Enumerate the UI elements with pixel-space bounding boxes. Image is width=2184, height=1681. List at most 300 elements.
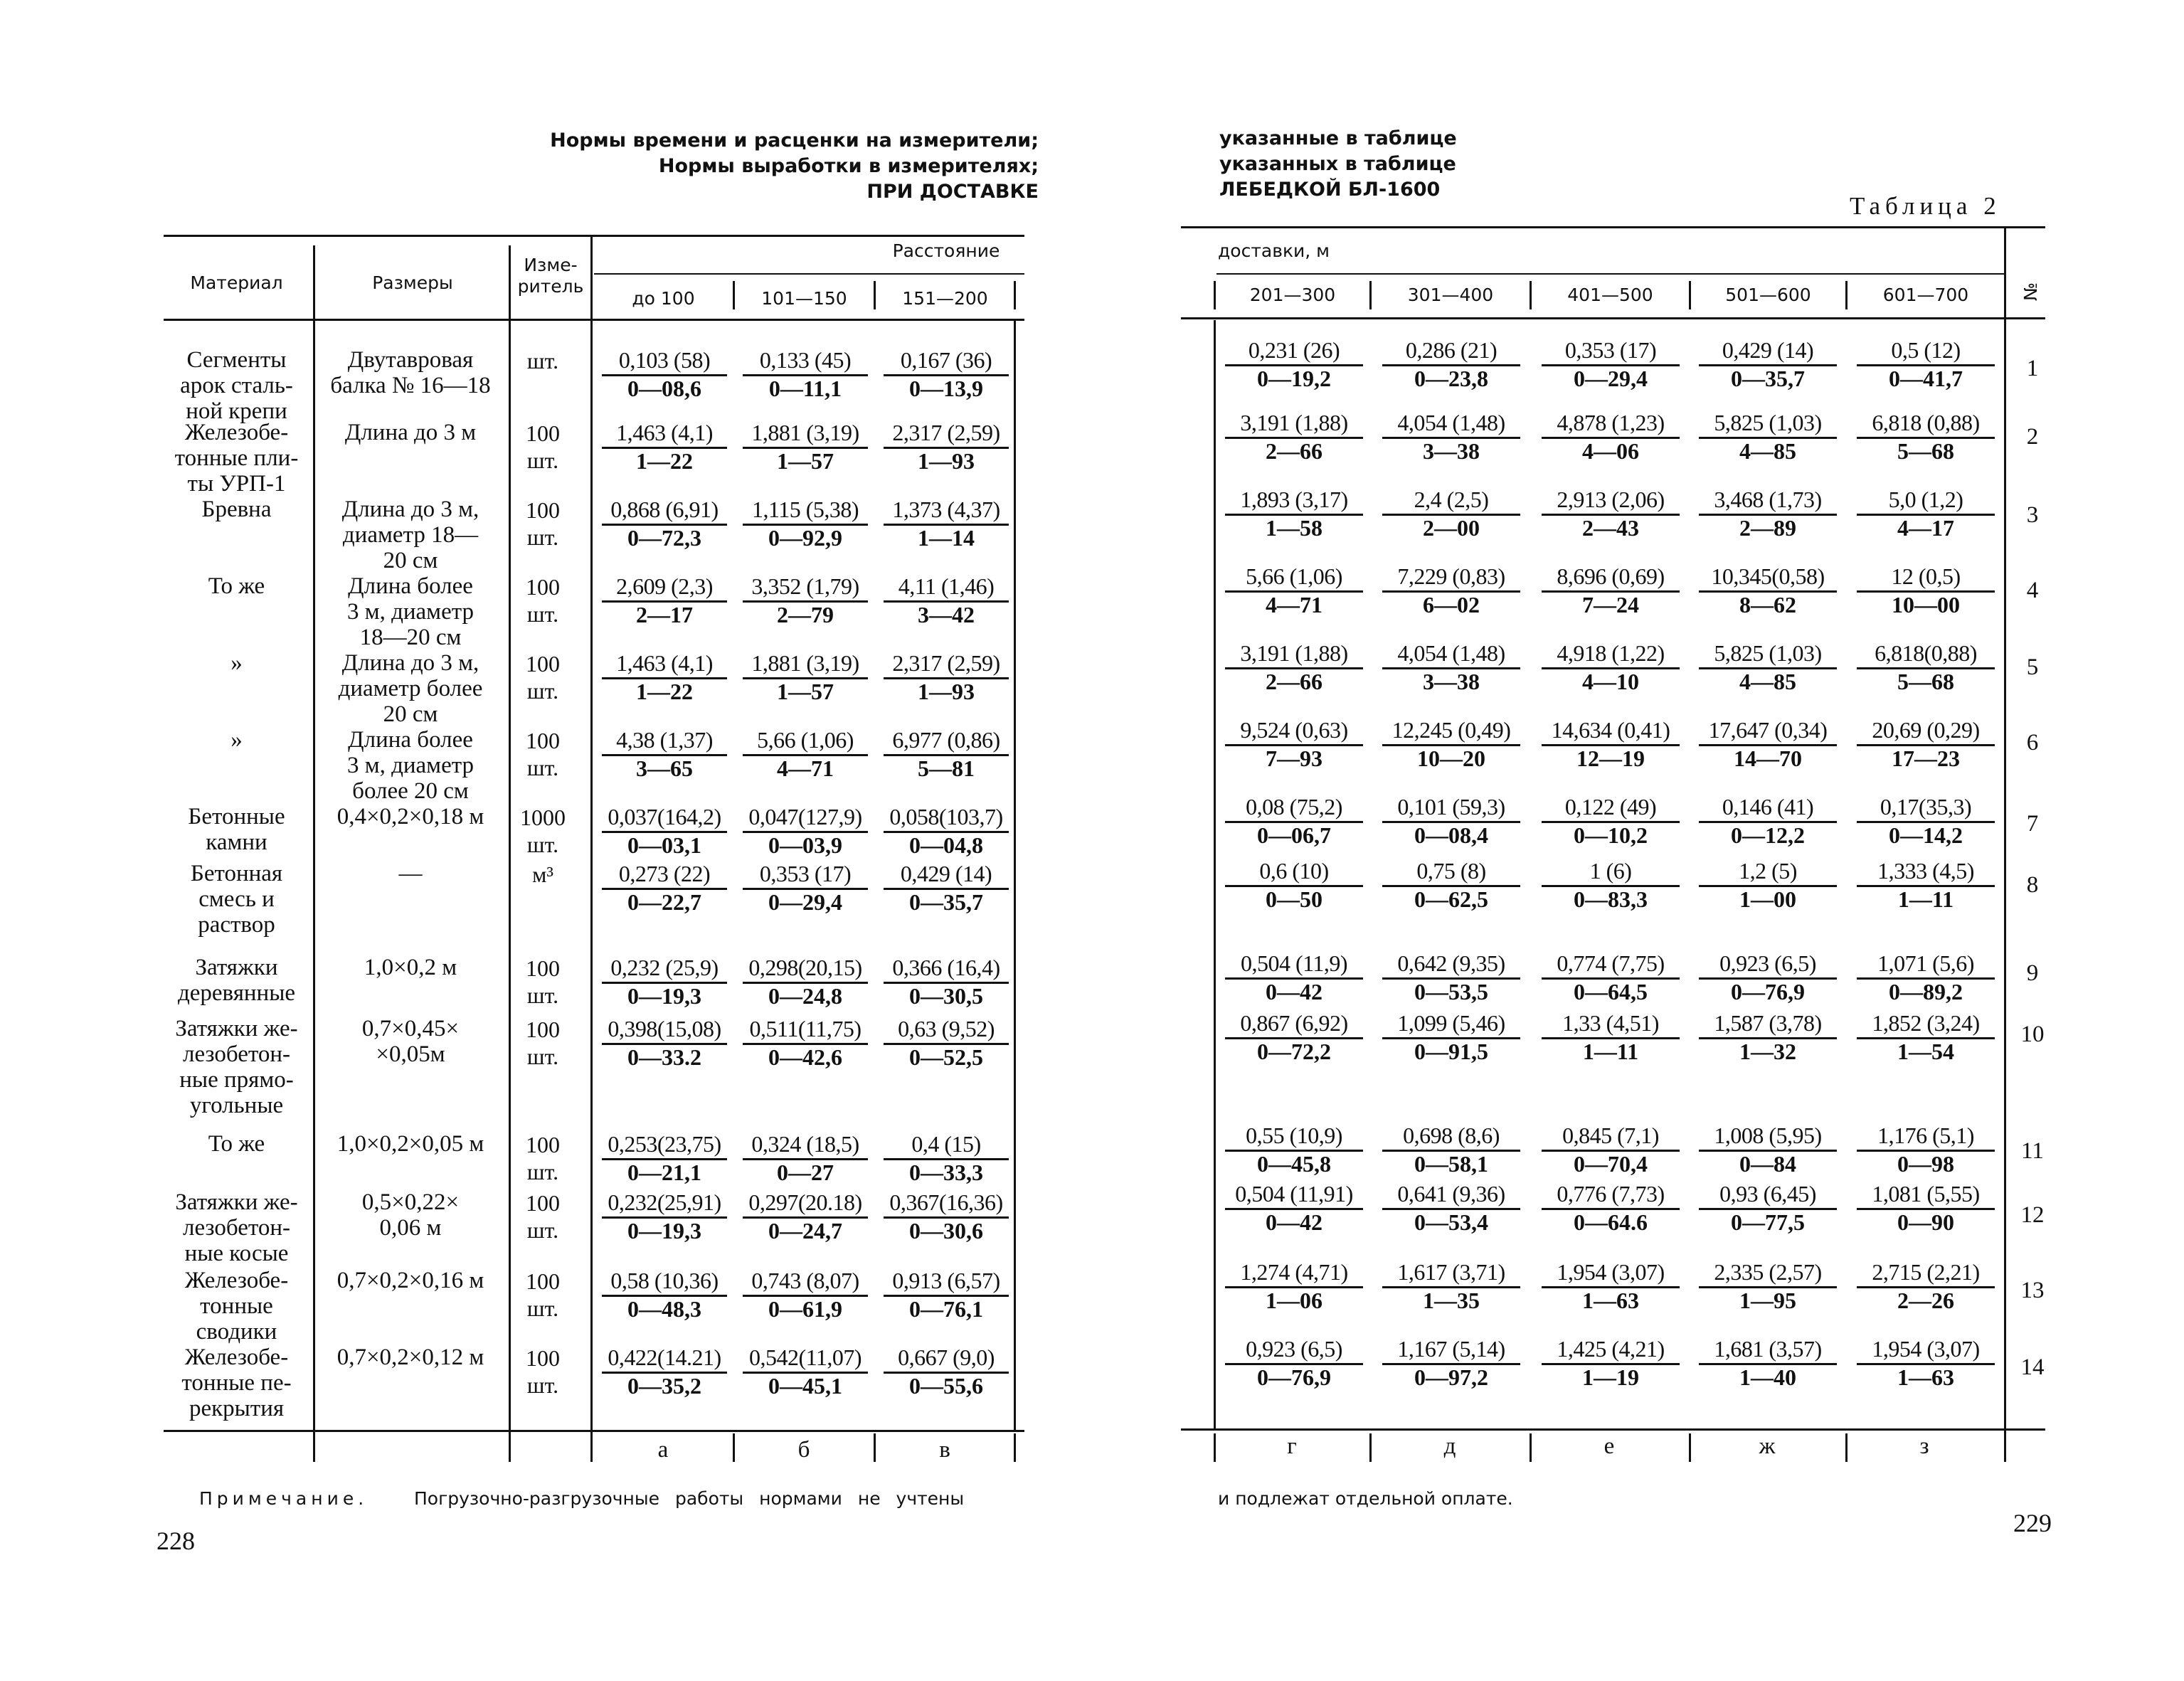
norm-time: 0,037(164,2) [608, 804, 721, 829]
right-vrule-number [2004, 226, 2006, 1462]
row-unit [514, 727, 572, 781]
norm-rate: 0—24,7 [743, 1216, 868, 1243]
row-unit [514, 1016, 572, 1070]
norm-time: 4,054 (1,48) [1397, 640, 1505, 666]
norm-rate: 1—93 [884, 677, 1009, 704]
norm-cell [1692, 858, 1844, 911]
norm-time: 3,352 (1,79) [751, 573, 859, 599]
norm-time: 1,373 (4,37) [892, 497, 1000, 522]
norm-cell [737, 1345, 874, 1398]
norm-time: 0,297(20.18) [748, 1189, 862, 1215]
norm-time: 0,253(23,75) [608, 1131, 721, 1157]
row-unit-line: шт. [526, 348, 559, 373]
norm-cell [1692, 640, 1844, 694]
norm-time: 1,071 (5,6) [1877, 950, 1974, 976]
norm-cell [1375, 1336, 1527, 1389]
row-size [314, 347, 507, 398]
norm-cell [1375, 487, 1527, 540]
norm-time: 2,335 (2,57) [1714, 1259, 1822, 1285]
row-material [164, 497, 309, 522]
row-material [164, 727, 309, 753]
row-material-line: Затяжки [195, 955, 278, 980]
norm-time: 0,641 (9,36) [1397, 1181, 1505, 1207]
row-number: 8 [2026, 872, 2039, 898]
row-material [164, 861, 309, 938]
norm-cell [1692, 410, 1844, 463]
row-unit-line: 100 [526, 728, 560, 753]
row-material-line: сводики [196, 1319, 277, 1345]
row-material-line: Затяжки же- [175, 1016, 298, 1041]
norm-cell [1218, 410, 1370, 463]
left-top-rule [164, 235, 1024, 237]
norm-rate: 7—24 [1542, 590, 1680, 617]
row-material-line: » [230, 650, 243, 676]
norm-time: 0,542(11,07) [748, 1345, 862, 1370]
row-material-line: То же [208, 1131, 265, 1157]
row-material-line: лезобетон- [183, 1215, 290, 1241]
row-material-line: Железобе- [184, 1268, 289, 1293]
row-size-line: 0,4×0,2×0,18 м [336, 804, 484, 829]
norm-time: 1 (6) [1589, 858, 1632, 884]
row-material-line: Железобе- [184, 420, 289, 445]
norm-rate: 0—35,7 [1699, 364, 1837, 391]
norm-rate: 7—93 [1225, 744, 1363, 770]
norm-cell [737, 573, 874, 627]
right-footer-tick-1 [1214, 1433, 1216, 1462]
norm-rate: 8—62 [1699, 590, 1837, 617]
row-number: 14 [2020, 1354, 2045, 1380]
row-size-line: Двутавровая [347, 347, 474, 373]
col-letter-zh: ж [1759, 1433, 1776, 1459]
norm-time: 5,66 (1,06) [1246, 563, 1342, 589]
norm-time: 5,0 (1,2) [1888, 487, 1963, 512]
row-unit [514, 420, 572, 474]
col-header-range-a: до 100 [632, 288, 695, 309]
norm-cell [737, 861, 874, 914]
norm-rate: 1—11 [1857, 885, 1995, 911]
row-size-line: 0,5×0,22× [361, 1189, 460, 1215]
col-letter-a: а [657, 1437, 669, 1463]
norm-cell [737, 955, 874, 1008]
norm-time: 6,818 (0,88) [1872, 410, 1980, 435]
norm-cell [1218, 717, 1370, 770]
row-number: 13 [2020, 1278, 2045, 1303]
right-body-bottom-rule [1181, 1428, 2045, 1431]
norm-time: 7,229 (0,83) [1397, 563, 1505, 589]
norm-cell [1692, 487, 1844, 540]
norm-rate: 5—68 [1857, 667, 1995, 694]
row-size [314, 497, 507, 573]
row-unit-line: шт. [526, 832, 559, 857]
norm-cell [1692, 1123, 1844, 1176]
norm-rate: 0—33,3 [884, 1158, 1009, 1184]
norm-rate: 0—19,3 [602, 1216, 727, 1243]
right-vrule-start-body [1214, 320, 1216, 1430]
norm-rate: 1—58 [1225, 514, 1363, 540]
norm-rate: 0—45,8 [1225, 1150, 1363, 1176]
norm-rate: 0—77,5 [1699, 1208, 1837, 1234]
norm-cell [1692, 1181, 1844, 1234]
norm-time: 6,977 (0,86) [892, 727, 1000, 753]
norm-cell [1218, 794, 1370, 847]
left-header-line3: ПРИ ДОСТАВКЕ [866, 181, 1039, 203]
norm-cell [878, 497, 1014, 550]
norm-cell [1218, 1181, 1370, 1234]
left-footer-tick-1 [313, 1433, 315, 1462]
norm-cell [1218, 563, 1370, 617]
norm-time: 12 (0,5) [1891, 563, 1961, 589]
row-size-line: 18—20 см [359, 625, 462, 650]
norm-time: 0,429 (14) [1722, 337, 1814, 363]
norm-time: 4,38 (1,37) [616, 727, 713, 753]
norm-time: 0,232(25,91) [608, 1189, 721, 1215]
page-number-left: 228 [157, 1527, 195, 1555]
norm-rate: 1—93 [884, 447, 1009, 473]
norm-rate: 5—68 [1857, 437, 1995, 463]
norm-time: 0,867 (6,92) [1240, 1010, 1348, 1036]
norm-rate: 0—22,7 [602, 888, 727, 914]
norm-time: 2,913 (2,06) [1557, 487, 1665, 512]
norm-cell [1692, 1336, 1844, 1389]
row-unit-line: 100 [526, 1190, 560, 1216]
row-number: 6 [2026, 730, 2039, 755]
norm-rate: 1—14 [884, 524, 1009, 550]
row-material-line: ной крепи [186, 398, 287, 424]
row-size-line: ×0,05м [376, 1041, 445, 1067]
norm-time: 0,058(103,7) [889, 804, 1003, 829]
norm-cell [1850, 563, 2002, 617]
norm-cell [1534, 1336, 1687, 1389]
norm-rate: 6—02 [1382, 590, 1520, 617]
norm-rate: 2—17 [602, 600, 727, 627]
row-material-line: ные косые [184, 1241, 289, 1266]
row-size-line: Длина до 3 м, [341, 650, 479, 676]
norm-rate: 1—22 [602, 447, 727, 473]
norm-rate: 0—72,2 [1225, 1037, 1363, 1064]
norm-rate: 2—26 [1857, 1286, 1995, 1313]
row-material [164, 1131, 309, 1157]
right-footer-tick-5 [1845, 1433, 1848, 1462]
row-unit [514, 573, 572, 627]
left-distance-rule [594, 273, 1024, 275]
row-unit-line: м³ [532, 861, 553, 887]
norm-rate: 3—42 [884, 600, 1009, 627]
norm-time: 0,298(20,15) [748, 955, 862, 980]
norm-time: 0,845 (7,1) [1562, 1123, 1659, 1148]
norm-time: 2,317 (2,59) [892, 650, 1000, 676]
row-number: 12 [2020, 1202, 2045, 1228]
norm-rate: 4—17 [1857, 514, 1995, 540]
row-size-line: 3 м, диаметр [346, 599, 475, 625]
col-header-range-e: 401—500 [1567, 285, 1653, 305]
right-distance-rule [1216, 273, 2006, 275]
row-number: 2 [2026, 424, 2039, 450]
norm-rate: 3—65 [602, 754, 727, 780]
norm-rate: 1—22 [602, 677, 727, 704]
norm-rate: 0—19,2 [1225, 364, 1363, 391]
row-material-line: Сегменты [186, 347, 287, 373]
row-size [314, 1345, 507, 1370]
norm-cell [878, 955, 1014, 1008]
row-unit-line: 100 [526, 651, 560, 677]
norm-time: 0,17(35,3) [1880, 794, 1972, 820]
norm-cell [1850, 337, 2002, 391]
row-material-line: смесь и [198, 886, 275, 912]
norm-time: 1,081 (5,55) [1872, 1181, 1980, 1207]
norm-time: 0,231 (26) [1248, 337, 1340, 363]
row-size [314, 573, 507, 650]
norm-time: 0,146 (41) [1722, 794, 1814, 820]
norm-time: 4,918 (1,22) [1557, 640, 1665, 666]
norm-cell [1375, 950, 1527, 1004]
row-unit [514, 1345, 572, 1399]
norm-cell [596, 420, 733, 473]
row-material-line: То же [208, 573, 265, 599]
norm-time: 2,609 (2,3) [616, 573, 713, 599]
norm-cell [596, 861, 733, 914]
norm-cell [878, 1016, 1014, 1069]
norm-rate: 1—32 [1699, 1037, 1837, 1064]
norm-rate: 0—97,2 [1382, 1363, 1520, 1389]
norm-time: 10,345(0,58) [1711, 563, 1825, 589]
row-unit-line: 100 [526, 1132, 560, 1157]
norm-time: 6,818(0,88) [1875, 640, 1977, 666]
norm-time: 4,11 (1,46) [898, 573, 995, 599]
norm-rate: 1—11 [1542, 1037, 1680, 1064]
norm-time: 12,245 (0,49) [1391, 717, 1511, 743]
row-size [314, 1016, 507, 1067]
row-unit-line: шт. [526, 1372, 559, 1398]
row-unit [514, 1189, 572, 1243]
row-unit-line: 100 [526, 497, 560, 523]
norm-time: 0,422(14.21) [608, 1345, 721, 1370]
norm-rate: 1—06 [1225, 1286, 1363, 1313]
norm-cell [1375, 1181, 1527, 1234]
norm-cell [1534, 563, 1687, 617]
norm-time: 4,054 (1,48) [1397, 410, 1505, 435]
norm-cell [596, 650, 733, 704]
norm-cell [878, 347, 1014, 401]
row-material-line: деревянные [177, 980, 296, 1006]
norm-cell [1375, 717, 1527, 770]
left-body-bottom-rule [164, 1430, 1024, 1432]
norm-rate: 12—19 [1542, 744, 1680, 770]
norm-rate: 17—23 [1857, 744, 1995, 770]
col-letter-z: з [1919, 1433, 1929, 1459]
norm-rate: 0—06,7 [1225, 821, 1363, 847]
norm-rate: 0—53,5 [1382, 977, 1520, 1004]
norm-rate: 0—72,3 [602, 524, 727, 550]
row-size [314, 955, 507, 980]
row-unit [514, 955, 572, 1009]
norm-cell [737, 1131, 874, 1184]
row-unit [514, 347, 572, 374]
norm-cell [1850, 410, 2002, 463]
norm-time: 0,232 (25,9) [610, 955, 719, 980]
norm-rate: 0—27 [743, 1158, 868, 1184]
row-material [164, 1016, 309, 1118]
norm-rate: 1—40 [1699, 1363, 1837, 1389]
col-letter-b: б [797, 1437, 810, 1463]
norm-cell [1218, 950, 1370, 1004]
row-number: 1 [2026, 356, 2039, 381]
norm-rate: 10—00 [1857, 590, 1995, 617]
row-number: 11 [2021, 1138, 2044, 1164]
row-unit-line: шт. [526, 755, 559, 780]
row-size [314, 727, 507, 804]
norm-cell [878, 804, 1014, 857]
norm-rate: 1—19 [1542, 1363, 1680, 1389]
left-footer-tick-3 [590, 1433, 593, 1462]
norm-rate: 0—61,9 [743, 1295, 868, 1321]
norm-cell [596, 1268, 733, 1321]
norm-rate: 1—00 [1699, 885, 1837, 911]
norm-cell [596, 573, 733, 627]
norm-time: 3,191 (1,88) [1240, 410, 1348, 435]
col-letter-e: е [1603, 1433, 1615, 1459]
row-unit-line: шт. [526, 678, 559, 704]
norm-cell [737, 804, 874, 857]
row-material [164, 420, 309, 497]
row-material [164, 1345, 309, 1421]
row-unit-line: шт. [526, 1217, 559, 1243]
norm-time: 5,825 (1,03) [1714, 410, 1822, 435]
row-size-line: диаметр более [338, 676, 483, 701]
row-size-line: 1,0×0,2 м [364, 955, 457, 980]
norm-cell [1534, 794, 1687, 847]
norm-cell [1218, 1123, 1370, 1176]
norm-cell [1534, 950, 1687, 1004]
norm-rate: 0—64.6 [1542, 1208, 1680, 1234]
norm-cell [1218, 1336, 1370, 1389]
row-size-line: 20 см [383, 701, 438, 727]
norm-cell [737, 650, 874, 704]
norm-rate: 0—42 [1225, 1208, 1363, 1234]
norm-cell [878, 861, 1014, 914]
row-size [314, 804, 507, 829]
norm-rate: 0—76,9 [1699, 977, 1837, 1004]
row-size-line: 0,7×0,45× [361, 1016, 460, 1041]
row-size [314, 861, 507, 886]
col-letter-g: г [1287, 1433, 1297, 1459]
row-material-line: тонные пе- [181, 1370, 292, 1396]
norm-cell [1534, 487, 1687, 540]
norm-time: 1,167 (5,14) [1397, 1336, 1505, 1362]
norm-time: 0,743 (8,07) [751, 1268, 859, 1293]
norm-cell [1692, 337, 1844, 391]
row-number: 5 [2026, 654, 2039, 680]
norm-time: 0,324 (18,5) [751, 1131, 859, 1157]
norm-time: 3,191 (1,88) [1240, 640, 1348, 666]
left-footer-tick-4 [733, 1433, 735, 1462]
row-size-line: Длина более [348, 573, 473, 599]
table-label: Таблица 2 [1850, 192, 2001, 220]
norm-rate: 0—42 [1225, 977, 1363, 1004]
norm-time: 14,634 (0,41) [1551, 717, 1670, 743]
norm-cell [596, 1016, 733, 1069]
norm-time: 8,696 (0,69) [1557, 563, 1665, 589]
right-header-bottom-rule [1181, 317, 2045, 319]
norm-time: 1,008 (5,95) [1714, 1123, 1822, 1148]
note-text-left: Погрузочно-разгрузочные работы нормами не учтены [414, 1488, 965, 1509]
norm-rate: 3—38 [1382, 437, 1520, 463]
norm-rate: 0—23,8 [1382, 364, 1520, 391]
row-material [164, 955, 309, 1006]
row-number: 9 [2026, 960, 2039, 986]
right-footer-tick-3 [1530, 1433, 1532, 1462]
row-material [164, 347, 309, 424]
norm-cell [737, 1189, 874, 1243]
row-number: 10 [2020, 1022, 2045, 1047]
norm-time: 0,366 (16,4) [892, 955, 1000, 980]
norm-rate: 0—91,5 [1382, 1037, 1520, 1064]
norm-rate: 0—03,9 [743, 831, 868, 857]
row-unit-line: 100 [526, 574, 560, 600]
row-material-line: угольные [189, 1093, 284, 1118]
norm-rate: 2—66 [1225, 667, 1363, 694]
norm-rate: 14—70 [1699, 744, 1837, 770]
norm-time: 1,954 (3,07) [1872, 1336, 1980, 1362]
norm-cell [1375, 410, 1527, 463]
row-material-line: тонные [200, 1293, 273, 1319]
norm-rate: 0—21,1 [602, 1158, 727, 1184]
norm-rate: 0—50 [1225, 885, 1363, 911]
norm-cell [1692, 1010, 1844, 1064]
row-material-line: Бетонная [190, 861, 283, 886]
norm-cell [1850, 1336, 2002, 1389]
norm-time: 20,69 (0,29) [1872, 717, 1980, 743]
right-top-rule [1181, 226, 2045, 228]
col-letter-c: в [939, 1437, 950, 1463]
norm-rate: 3—38 [1382, 667, 1520, 694]
row-material [164, 1268, 309, 1345]
norm-cell [596, 1345, 733, 1398]
col-header-unit-line2: ритель [517, 276, 584, 297]
norm-time: 1,617 (3,71) [1397, 1259, 1505, 1285]
norm-time: 1,881 (3,19) [751, 650, 859, 676]
row-unit-line: шт. [526, 524, 559, 550]
right-header-line1: указанные в таблице [1219, 127, 1457, 149]
norm-rate: 0—30,5 [884, 982, 1009, 1008]
norm-rate: 0—84 [1699, 1150, 1837, 1176]
row-material-line: рекрытия [189, 1396, 285, 1421]
norm-rate: 0—58,1 [1382, 1150, 1520, 1176]
norm-rate: 0—12,2 [1699, 821, 1837, 847]
right-footer-tick-4 [1689, 1433, 1691, 1462]
norm-cell [1692, 950, 1844, 1004]
row-unit-line: 1000 [520, 805, 566, 830]
norm-cell [1534, 640, 1687, 694]
page-number-right: 229 [2013, 1509, 2052, 1537]
norm-time: 1,881 (3,19) [751, 420, 859, 445]
row-size [314, 650, 507, 727]
row-size [314, 1131, 507, 1157]
row-unit [514, 1268, 572, 1322]
norm-rate: 0—53,4 [1382, 1208, 1520, 1234]
norm-rate: 0—89,2 [1857, 977, 1995, 1004]
norm-rate: 0—29,4 [743, 888, 868, 914]
norm-time: 0,642 (9,35) [1397, 950, 1505, 976]
norm-time: 0,511(11,75) [749, 1016, 862, 1041]
norm-time: 0,667 (9,0) [898, 1345, 995, 1370]
norm-rate: 0—92,9 [743, 524, 868, 550]
row-material-line: » [230, 727, 243, 753]
norm-cell [737, 1016, 874, 1069]
row-unit-line: шт. [526, 1295, 559, 1321]
col-header-distance-right: доставки, м [1218, 240, 1330, 261]
row-material-line: тонные пли- [174, 445, 299, 471]
row-size-line: диаметр 18— [342, 522, 479, 548]
